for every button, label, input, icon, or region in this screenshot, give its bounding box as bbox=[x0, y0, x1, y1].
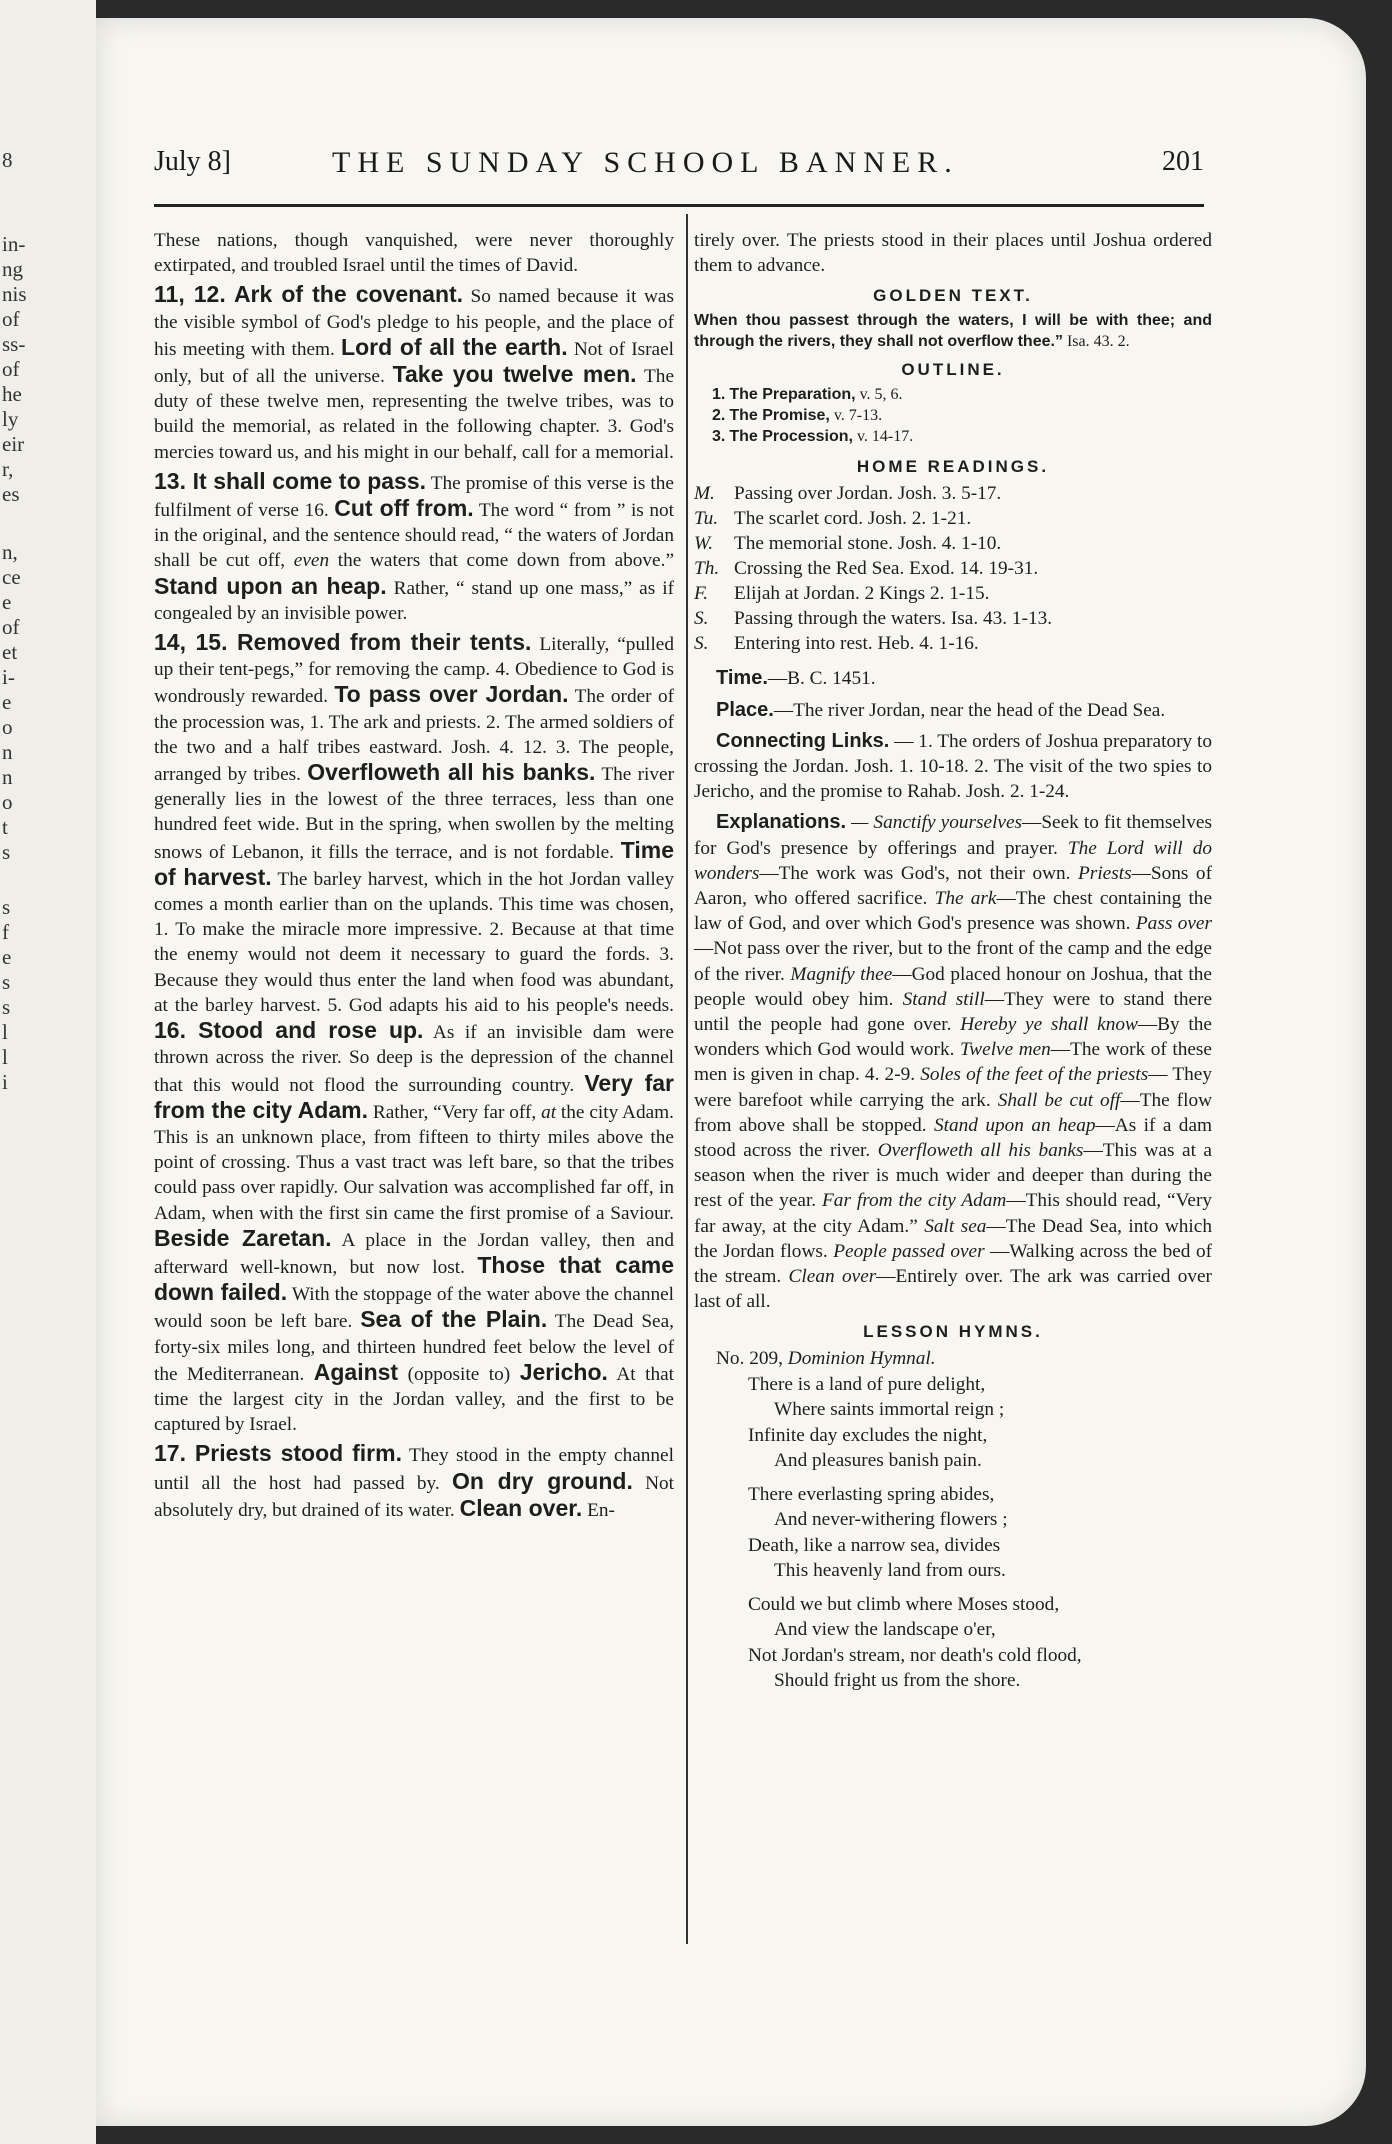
margin-fragment: e bbox=[2, 590, 12, 614]
golden-text-heading: GOLDEN TEXT. bbox=[873, 286, 1033, 306]
paragraph: 11, 12. Ark of the covenant. So named because it was the visible symbol of God's pledge to his people, and the place of his meeting with them. Lord of all the earth. Not of Israel only, but of all the universe. Take you twelve men. The duty of these twelve men, representing the twelve tribes, was to build the memorial, as related in the following chapter. 3. God's mercies toward us, and his might in our behalf, call for a memorial. bbox=[154, 281, 675, 463]
reading-item: Th. Crossing the Red Sea. Exod. 14. 19-31. bbox=[694, 558, 1039, 580]
hymn-line: And never-withering flowers ; bbox=[774, 1509, 1008, 1531]
margin-fragment: r, bbox=[2, 457, 14, 481]
margin-fragment: o bbox=[2, 715, 13, 739]
keyword: Very far from the city Adam. bbox=[154, 1069, 674, 1123]
issue-date: July 8] bbox=[154, 146, 231, 177]
hymn-line: Could we but climb where Moses stood, bbox=[748, 1593, 1060, 1615]
home-readings-list bbox=[694, 481, 1212, 656]
margin-fragment: i bbox=[2, 1070, 8, 1094]
margin-fragment: of bbox=[2, 307, 20, 331]
keyword: Time of harvest. bbox=[154, 836, 674, 890]
hymn-line: Death, like a narrow sea, divides bbox=[748, 1534, 1001, 1556]
outline-list bbox=[694, 384, 1212, 447]
explanations: Explanations. — Sanctify yourselves—Seek to fit themselves for God's presence by offerings and prayer. The Lord will do wonders—The work was God's, not their own. Priests—Sons of Aaron, who offered sacrifice. The ark—The chest containing the law of God, and over which God's presence was shown. Pass over—Not pass over the river, but to the front of the camp and the edge of the river. Magnify thee—God placed honour on Joshua, that the people would obey him. Stand still—They were to stand there until the people had gone over. Hereby ye shall know—By the wonders which God would work. Twelve men—The work of these men is given in chap. 4. 2-9. Soles of the feet of the priests— They were barefoot while carrying the ark. Shall be cut off—The flow from above shall be stopped. Stand upon an heap—As if a dam stood across the river. Overfloweth all his banks—This was at a season when the river is much wider and deeper than during the rest of the year. Far from the city Adam—This should read, “Very far away, at the city Adam.” Salt sea—The Dead Sea, into which the Jordan flows. People passed over —Walking across the bed of the stream. Clean over—Entirely over. The ark was carried over last of all. bbox=[694, 811, 1213, 1313]
previous-page-edge bbox=[0, 0, 96, 2144]
margin-fragment: eir bbox=[2, 432, 25, 456]
margin-fragment: s bbox=[2, 840, 11, 864]
keyword: Against bbox=[313, 1358, 399, 1385]
keyword: Sea of the Plain. bbox=[360, 1306, 548, 1333]
time-line: Time.—B. C. 1451. bbox=[716, 667, 876, 690]
margin-fragment: e bbox=[2, 690, 12, 714]
margin-fragment: in- bbox=[2, 232, 26, 256]
margin-fragment: ss- bbox=[2, 332, 26, 356]
keyword: Cut off from. bbox=[334, 495, 474, 522]
margin-fragment: ly bbox=[2, 407, 19, 431]
hymn-line: And pleasures banish pain. bbox=[774, 1450, 982, 1472]
paragraph: 17. Priests stood firm. They stood in the empty channel until all the host had passed by. On dry ground. Not absolutely dry, but drained of its water. Clean over. En- bbox=[154, 1440, 674, 1521]
margin-fragment: nis bbox=[2, 282, 27, 306]
hymn-line: There is a land of pure delight, bbox=[748, 1373, 986, 1395]
hymn-line: Infinite day excludes the night, bbox=[748, 1424, 988, 1446]
margin-fragment: n, bbox=[2, 540, 18, 564]
keyword: Those that came down failed. bbox=[154, 1251, 675, 1306]
margin-fragment: o bbox=[2, 790, 13, 814]
paragraph: 14, 15. Removed from their tents. Literally, “pulled up their tent-pegs,” for removing the camp. 4. Obedience to God is wondrously rewarded. To pass over Jordan. The order of the procession was, 1. The ark and priests. 2. The armed soldiers of the two and a half tribes eastward. Josh. 4. 12. 3. The people, arranged by tribes. Overfloweth all his banks. The river generally lies in the lowest of the three terraces, less than one hundred feet wide. But in the spring, when swollen by the melting snows of Lebanon, it fills the terrace, and is not fordable. Time of harvest. The barley harvest, which in the hot Jordan valley comes a month earlier than on the uplands. This time was chosen, 1. To make the miracle more impressive. 2. Because at that time the enemy would not deem it necessary to guard the fords. 3. Because they would thus enter the land when food was abundant, at the barley harvest. 5. God adapts his aid to his people's needs. 16. Stood and rose up. As if an invisible dam were thrown across the river. So deep is the depression of the channel that this would not flood the surrounding country. Very far from the city Adam. Rather, “Very far off, at the city Adam. This is an unknown place, from fifteen to thirty miles above the point of crossing. Thus a vast tract was left bare, so that the tribes could pass over rapidly. Our salvation was accomplished far off, in Adam, when with the first sin came the first promise of a Saviour. Beside Zaretan. A place in the Jordan valley, then and afterward well-known, but now lost. Those that came down failed. With the stoppage of the water above the channel would soon be left bare. Sea of the Plain. The Dead Sea, forty-six miles long, and thirteen hundred feet below the level of the Mediterranean. Against (opposite to) Jericho. At that time the largest city in the Jordan valley, and the first to be captured by Israel. bbox=[154, 629, 675, 1436]
outline-heading: OUTLINE. bbox=[901, 360, 1005, 380]
margin-fragment: 8 bbox=[2, 148, 13, 172]
keyword: Jericho. bbox=[519, 1358, 608, 1385]
margin-fragment: ng bbox=[2, 257, 23, 281]
home-readings-heading: HOME READINGS. bbox=[856, 457, 1050, 477]
keyword: 14, 15. Removed from their tents. bbox=[154, 629, 532, 656]
golden-text: When thou passest through the waters, I will be with thee; and through the rivers, they shall not overflow thee.” Isa. 43. 2. bbox=[694, 312, 1212, 351]
reading-item: F. Elijah at Jordan. 2 Kings 2. 1-15. bbox=[694, 583, 990, 605]
reading-item: S. Entering into rest. Heb. 4. 1-16. bbox=[694, 633, 979, 655]
margin-fragment: of bbox=[2, 615, 20, 639]
keyword: 16. Stood and rose up. bbox=[154, 1017, 424, 1044]
connecting-links: Connecting Links. — 1. The orders of Joshua preparatory to crossing the Jordan. Josh. 1. 10-18. 2. The visit of the two spies to Jericho, and the promise to Rahab. Josh. 2. 1-24. bbox=[694, 729, 1212, 803]
margin-fragment: n bbox=[2, 740, 13, 764]
outline-item: 1. The Preparation, v. 5, 6. bbox=[712, 386, 903, 404]
margin-fragment: et bbox=[2, 640, 18, 664]
hymn-line: There everlasting spring abides, bbox=[748, 1483, 995, 1505]
margin-fragment: f bbox=[2, 920, 9, 944]
margin-fragment: l bbox=[2, 1020, 8, 1044]
keyword: Clean over. bbox=[459, 1494, 583, 1521]
hymn-reference: No. 209, Dominion Hymnal. bbox=[716, 1348, 936, 1370]
outline-item: 2. The Promise, v. 7-13. bbox=[712, 407, 883, 425]
margin-fragment: t bbox=[2, 815, 8, 839]
hymn-line: Should fright us from the shore. bbox=[774, 1670, 1021, 1692]
running-head bbox=[154, 146, 1204, 180]
paragraph: tirely over. The priests stood in their places until Joshua ordered them to advance. bbox=[694, 230, 1212, 277]
reading-item: W. The memorial stone. Josh. 4. 1-10. bbox=[694, 533, 1002, 555]
outline-item: 3. The Procession, v. 14-17. bbox=[712, 428, 914, 446]
reading-item: Tu. The scarlet cord. Josh. 2. 1-21. bbox=[694, 508, 972, 530]
margin-fragment: ce bbox=[2, 565, 21, 589]
margin-fragment: n bbox=[2, 765, 13, 789]
lesson-hymns-heading: LESSON HYMNS. bbox=[863, 1322, 1043, 1342]
margin-fragment: he bbox=[2, 382, 22, 406]
hymn-line: Where saints immortal reign ; bbox=[774, 1399, 1005, 1421]
margin-fragment: e bbox=[2, 945, 12, 969]
header-rule bbox=[154, 204, 1204, 207]
paragraph: 13. It shall come to pass. The promise of this verse is the fulfilment of verse 16. Cut off from. The word “ from ” is not in the original, and the sentence should read, “ the waters of Jordan shall be cut off, even the waters that come down from above.” Stand upon an heap. Rather, “ stand up one mass,” as if congealed by an invisible power. bbox=[154, 467, 675, 624]
keyword: Lord of all the earth. bbox=[341, 333, 568, 360]
margin-fragment: s bbox=[2, 995, 11, 1019]
margin-fragment: s bbox=[2, 970, 11, 994]
hymn-line: And view the landscape o'er, bbox=[774, 1619, 996, 1641]
keyword: On dry ground. bbox=[451, 1467, 633, 1494]
margin-fragment: i- bbox=[2, 665, 15, 689]
publication-title: THE SUNDAY SCHOOL BANNER. bbox=[332, 146, 959, 179]
page-number: 201 bbox=[1162, 146, 1204, 177]
paragraph: These nations, though vanquished, were never thoroughly extirpated, and troubled Israel until the times of David. bbox=[154, 230, 674, 277]
reading-item: M. Passing over Jordan. Josh. 3. 5-17. bbox=[694, 483, 1002, 505]
column-divider bbox=[686, 214, 688, 1944]
margin-fragment: l bbox=[2, 1045, 8, 1069]
right-column bbox=[694, 228, 1212, 1694]
hymn-line: Not Jordan's stream, nor death's cold flood, bbox=[748, 1644, 1082, 1666]
margin-fragment: s bbox=[2, 895, 11, 919]
reading-item: S. Passing through the waters. Isa. 43. 1-13. bbox=[694, 608, 1053, 630]
left-column bbox=[154, 228, 674, 1523]
margin-fragment: es bbox=[2, 482, 20, 506]
keyword: Take you twelve men. bbox=[392, 361, 637, 388]
keyword: Beside Zaretan. bbox=[154, 1224, 332, 1251]
keyword: 17. Priests stood firm. bbox=[154, 1440, 402, 1467]
place-line: Place.—The river Jordan, near the head of the Dead Sea. bbox=[716, 698, 1166, 721]
hymn-line: This heavenly land from ours. bbox=[774, 1560, 1006, 1582]
keyword: Stand upon an heap. bbox=[154, 572, 387, 599]
keyword: To pass over Jordan. bbox=[334, 681, 569, 708]
keyword: 13. It shall come to pass. bbox=[154, 467, 427, 494]
keyword: 11, 12. Ark of the covenant. bbox=[154, 281, 464, 308]
hymn-verses bbox=[694, 1372, 1212, 1694]
margin-fragment: of bbox=[2, 357, 20, 381]
keyword: Overfloweth all his banks. bbox=[307, 759, 596, 786]
